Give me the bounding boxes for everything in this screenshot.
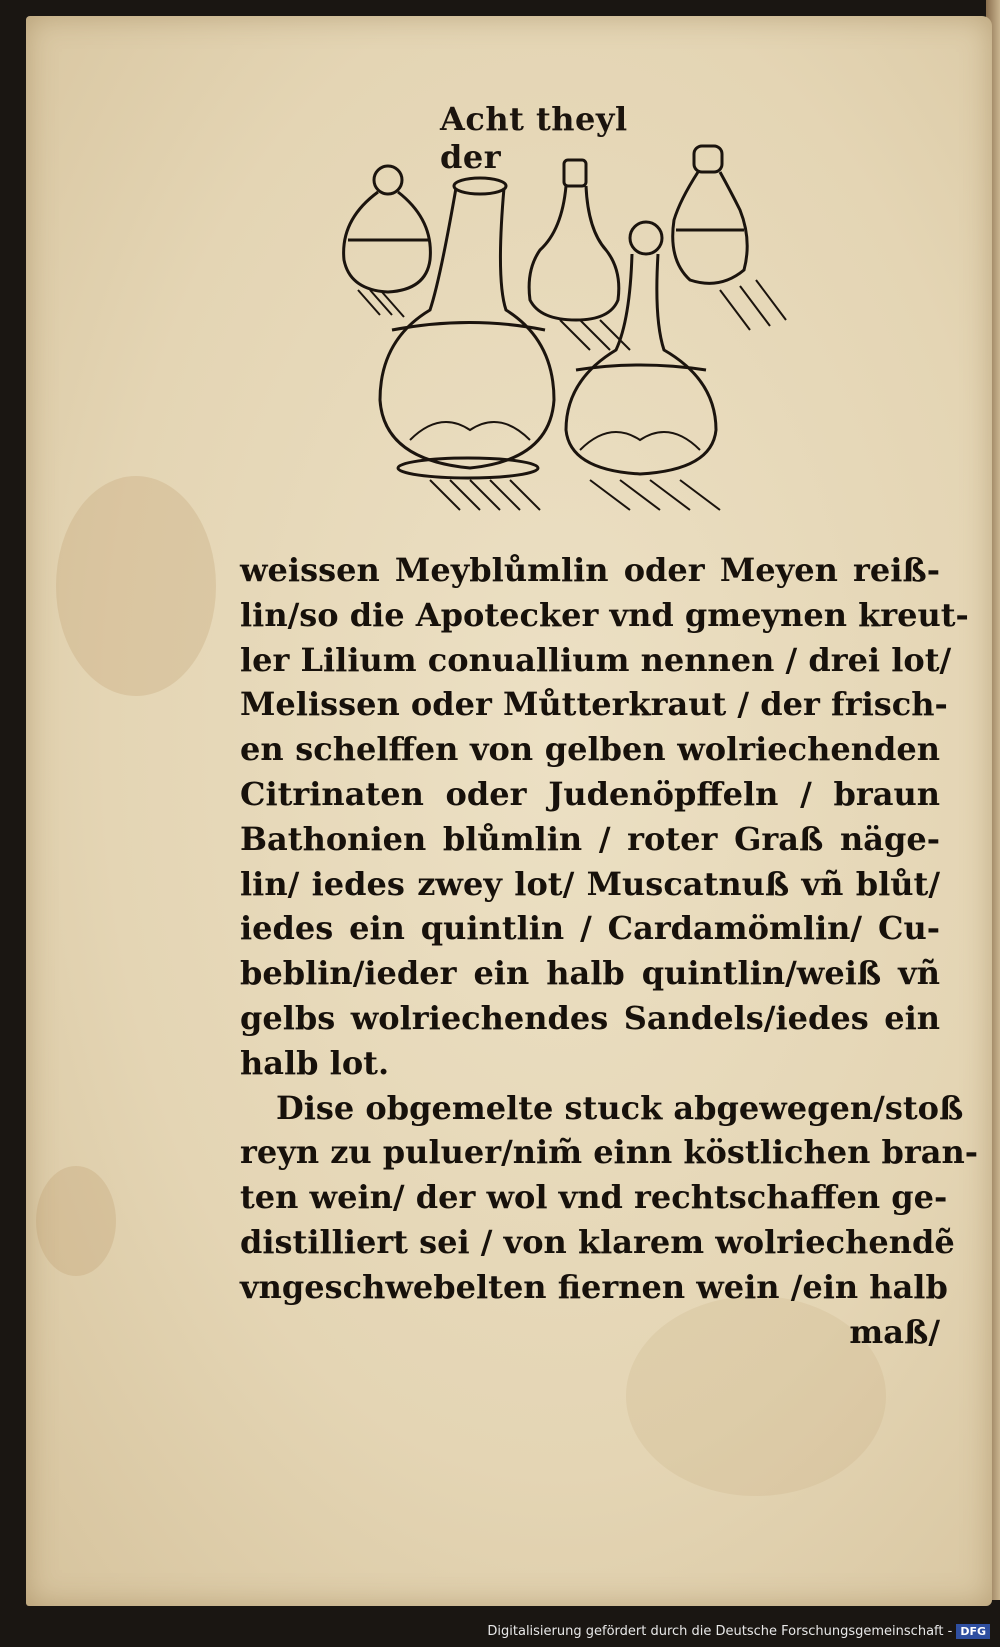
- text-line: gelbs wolriechendes Sandels/iedes ein: [240, 998, 940, 1037]
- text-line: ler Lilium conuallium nennen / drei lot/: [240, 640, 952, 679]
- paragraph-first-line: Dise obgemelte stuck abgewegen/stoß: [276, 1088, 964, 1127]
- dfg-logo: DFG: [956, 1624, 990, 1639]
- paper-stain: [56, 476, 216, 696]
- text-line: distilliert sei / von klarem wolriechendẽ: [240, 1222, 955, 1261]
- text-line: vngeschwebelten fiernen wein /ein halb: [240, 1267, 948, 1306]
- digitization-credit: [487, 1624, 990, 1639]
- text-line: weissen Meyblůmlin oder Meyen reiß-: [240, 551, 940, 589]
- text-line: lin/so die Apotecker vnd gmeynen kreut-: [240, 595, 969, 634]
- text-line: Bathonien blůmlin / roter Graß näge-: [240, 819, 940, 858]
- text-line: beblin/ieder ein halb quintlin/weiß vñ: [240, 954, 940, 993]
- text-line: halb lot.: [240, 1043, 390, 1082]
- catchword: maß/: [849, 1312, 940, 1351]
- text-line: iedes ein quintlin / Cardamömlin/ Cu-: [240, 909, 940, 948]
- text-line: Melissen oder Můtterkraut / der frisch-: [240, 685, 948, 724]
- paper-stain: [36, 1166, 116, 1276]
- running-header: Acht theyl der: [440, 100, 628, 176]
- credit-text: Digitalisierung gefördert durch die Deutsche Forschungsgemeinschaft -: [487, 1624, 953, 1639]
- woodcut-flasks: [340, 140, 800, 530]
- text-line: lin/ iedes zwey lot/ Muscatnuß vñ blůt/: [240, 864, 940, 903]
- body-text: [240, 548, 979, 1354]
- text-line: en schelffen von gelben wolriechenden: [240, 730, 940, 769]
- text-line: ten wein/ der wol vnd rechtschaffen ge-: [240, 1178, 948, 1217]
- text-line: Citrinaten oder Judenöpffeln / braun: [240, 774, 940, 813]
- text-line: reyn zu puluer/nim̃ einn köstlichen bran-: [240, 1133, 979, 1172]
